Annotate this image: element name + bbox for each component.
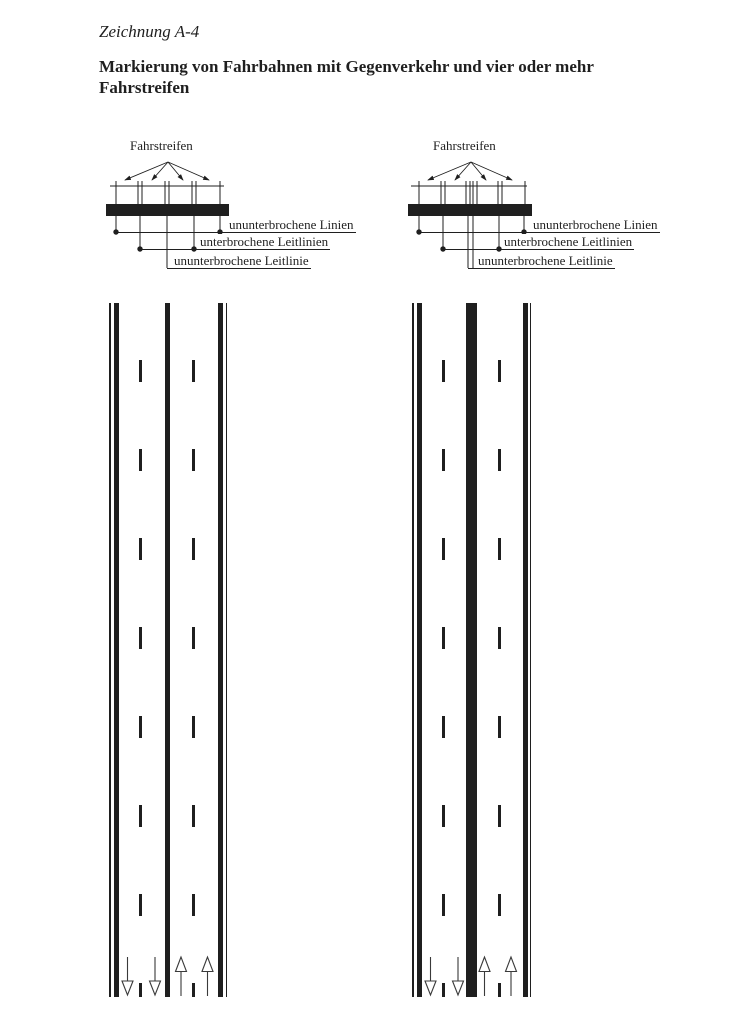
legend-broken-guide-right: unterbrochene Leitlinien (504, 234, 633, 249)
road-edge-thin-line (109, 303, 111, 997)
road-plan-right (412, 303, 531, 997)
drawing-number-label: Zeichnung A-4 (99, 22, 200, 41)
legend-solid-lines-left: ununterbrochene Linien (229, 217, 354, 232)
lane-fan-arrows-right (428, 162, 512, 180)
leader-connector (116, 232, 229, 233)
road-edge-thin-line (226, 303, 228, 997)
solid-edge-line (218, 303, 223, 997)
road-edge-thin-line (530, 303, 532, 997)
broken-guide-line (192, 360, 195, 997)
marking-ticks-right (419, 181, 525, 204)
marking-ticks-left (116, 181, 220, 204)
broken-guide-line (139, 360, 142, 997)
lane-label-right: Fahrstreifen (433, 138, 496, 153)
broken-guide-line (442, 360, 445, 997)
road-edge-thin-line (412, 303, 414, 997)
legend-broken-guide-left: unterbrochene Leitlinien (200, 234, 329, 249)
leader-connector (419, 232, 533, 233)
lane-label-left: Fahrstreifen (130, 138, 193, 153)
leader-connector (443, 249, 504, 250)
legend-solid-guide-right: ununterbrochene Leitlinie (478, 253, 613, 268)
road-cross-section-bar-right (408, 204, 532, 216)
lane-fan-arrows-left (125, 162, 209, 180)
road-plan-left (109, 303, 227, 997)
solid-edge-line (523, 303, 528, 997)
page-title-line2: Fahrstreifen (99, 78, 190, 97)
double-solid-center-guide-line (466, 303, 477, 997)
legend-solid-guide-left: ununterbrochene Leitlinie (174, 253, 309, 268)
solid-center-guide-line (165, 303, 170, 997)
solid-edge-line (417, 303, 422, 997)
legend-solid-lines-right: ununterbrochene Linien (533, 217, 658, 232)
road-cross-section-bar-left (106, 204, 229, 216)
page-title-line1: Markierung von Fahrbahnen mit Gegenverkehr und vier oder mehr (99, 57, 594, 76)
leader-connector (140, 249, 200, 250)
solid-edge-line (114, 303, 119, 997)
broken-guide-line (498, 360, 501, 997)
